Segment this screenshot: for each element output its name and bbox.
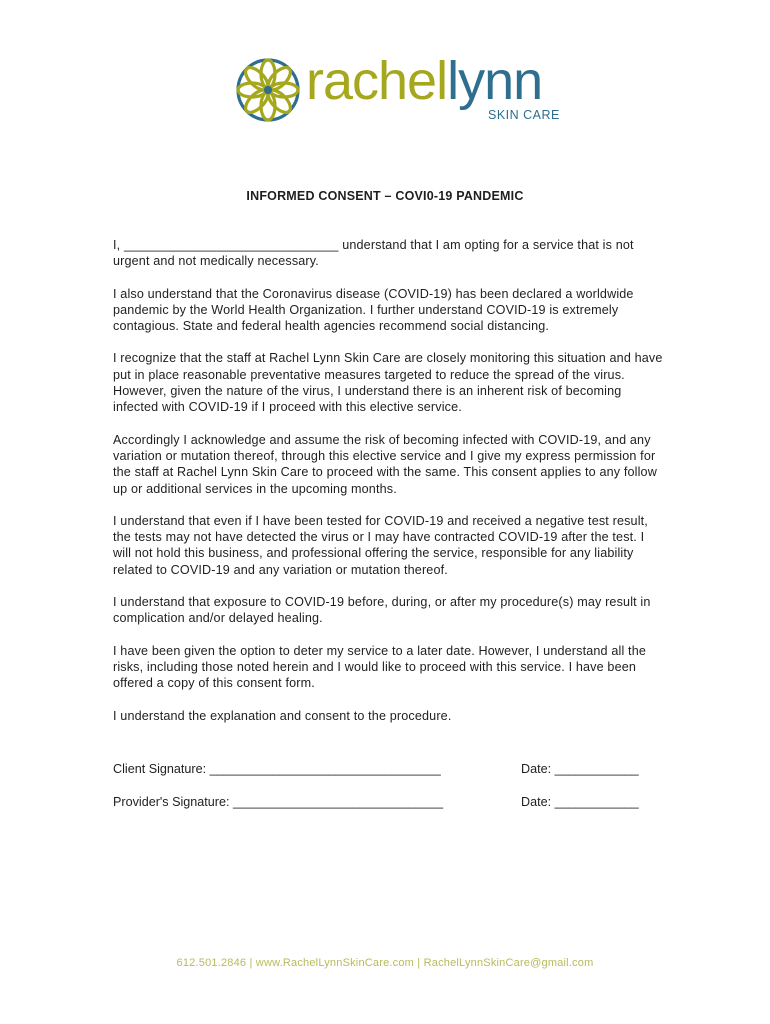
client-date-line: Date: ____________ — [521, 762, 639, 776]
contact-footer: 612.501.2846 | www.RachelLynnSkinCare.com | RachelLynnSkinCare@gmail.com — [176, 957, 594, 969]
logo-word-part2: lynn — [447, 51, 543, 111]
paragraph-exposure: I understand that exposure to COVID-19 before, during, or after my procedure(s) may result in complication and/or delayed healing. — [113, 595, 651, 626]
paragraph-opting: I, ______________________________ understand that I am opting for a service that is not urgent and not medically necessary. — [113, 238, 634, 269]
client-signature-line: Client Signature: _________________________________ — [113, 762, 441, 776]
document-title: INFORMED CONSENT – COVI0-19 PANDEMIC — [246, 189, 524, 203]
logo-subtitle: SKIN CARE — [488, 108, 560, 122]
consent-body — [113, 237, 665, 740]
logo-word-part1: rachel — [306, 51, 448, 111]
logo-wordmark — [306, 50, 542, 112]
provider-signature-line: Provider's Signature: ______________________________ — [113, 795, 444, 809]
paragraph-acknowledge-risk: Accordingly I acknowledge and assume the risk of becoming infected with COVID-19, and any variation or mutation thereof, through this elective service and I give my express permission for the staff at Rachel Lynn Skin Care to proceed with the same. This consent applies to any follow up or additional services in the upcoming months. — [113, 432, 657, 496]
paragraph-pandemic: I also understand that the Coronavirus disease (COVID-19) has been declared a worldwide pandemic by the World Health Organization. I further understand COVID-19 is extremely contagious. State and federal health agencies recommend social distancing. — [113, 286, 634, 334]
provider-date-line: Date: ____________ — [521, 795, 639, 809]
company-logo — [234, 51, 560, 128]
paragraph-testing: I understand that even if I have been tested for COVID-19 and received a negative test result, the tests may not have detected the virus or I may have contracted COVID-19 after the test. I will not hold this business, and professional offering the service, responsible for any liability related to COVID-19 and any variation or mutation thereof. — [113, 513, 648, 577]
paragraph-staff-measures: I recognize that the staff at Rachel Lynn Skin Care are closely monitoring this situation and have put in place reasonable preventative measures targeted to reduce the spread of the virus. However, given the nature of the virus, I understand there is an inherent risk of becoming infected with COVID-19 if I proceed with this elective service. — [113, 351, 663, 415]
paragraph-understand: I understand the explanation and consent to the procedure. — [113, 708, 452, 723]
paragraph-option-defer: I have been given the option to deter my service to a later date. However, I understand all the risks, including those noted herein and I would like to proceed with this service. I have been offered a copy of this consent form. — [113, 643, 647, 691]
flower-icon — [234, 56, 302, 124]
